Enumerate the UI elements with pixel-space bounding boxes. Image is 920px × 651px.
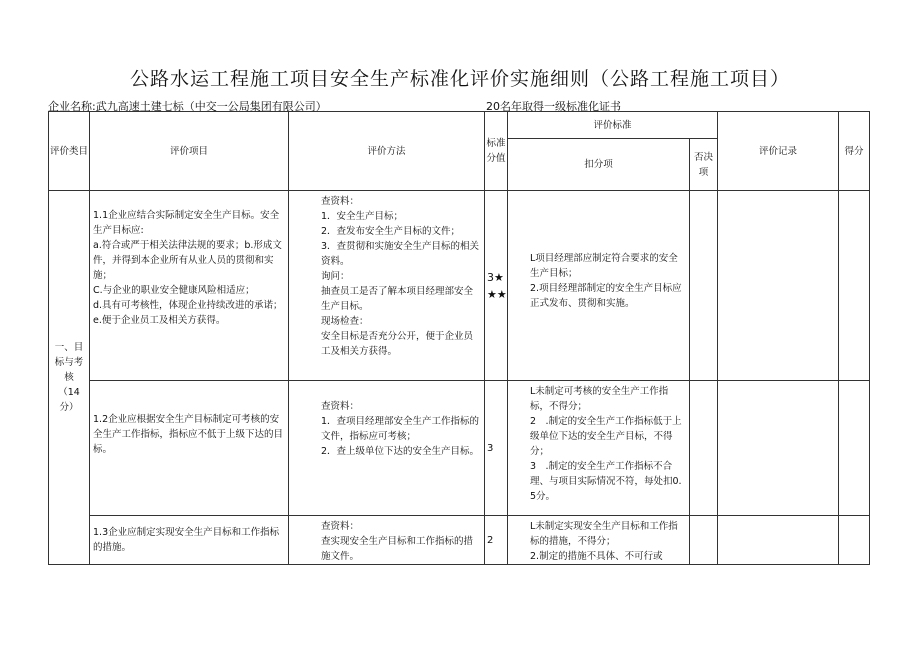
category-cell: 一、目 标与考 核 （14 分） bbox=[49, 191, 90, 565]
evaluation-table bbox=[48, 111, 870, 565]
score-cell bbox=[839, 516, 870, 565]
std-score-cell: 2 bbox=[485, 516, 508, 565]
table-row bbox=[49, 516, 870, 565]
item-cell: 1.3企业应制定实现安全生产目标和工作指标的措施。 bbox=[90, 516, 289, 565]
method-cell: 查资料： 1．安全生产目标； 2．查发布安全生产目标的文件； 3．查贯彻和实施安全生产目标的相关资料。 询问： 抽查员工是否了解本项目经理部安全生产目标。 现场检查： 安全目标是否充分公开，便于企业员工及相关方获得。 bbox=[289, 191, 485, 381]
header-category: 评价类目 bbox=[49, 112, 90, 191]
method-cell: 查资料： 1．查项目经理部安全生产工作指标的文件，指标应可考核； 2．查上级单位下达的安全生产目标。 bbox=[289, 381, 485, 516]
veto-cell bbox=[690, 381, 718, 516]
header-record: 评价记录 bbox=[718, 112, 839, 191]
record-cell bbox=[718, 381, 839, 516]
std-score-cell: 3 bbox=[485, 381, 508, 516]
deduction-cell: L项目经理部应制定符合要求的安全生产目标； 2.项目经理部制定的安全生产目标应正式发布、贯彻和实施。 bbox=[508, 191, 690, 381]
header-row-1 bbox=[49, 112, 870, 139]
std-score-cell: 3★ ★★ bbox=[485, 191, 508, 381]
page-title: 公路水运工程施工项目安全生产标准化评价实施细则（公路工程施工项目） bbox=[129, 68, 790, 90]
veto-cell bbox=[690, 516, 718, 565]
header-std-score: 标准分值 bbox=[485, 112, 508, 191]
deduction-cell: L未制定实现安全生产目标和工作指标的措施，不得分； 2.制定的措施不具体、不可行或 bbox=[508, 516, 690, 565]
score-cell bbox=[839, 191, 870, 381]
record-cell bbox=[718, 191, 839, 381]
table-row bbox=[49, 191, 870, 381]
header-method: 评价方法 bbox=[289, 112, 485, 191]
header-criteria: 评价标准 bbox=[508, 112, 718, 139]
deduction-cell: L未制定可考核的安全生产工作指标，不得分； 2 .制定的安全生产工作指标低于上级单位下达的安全生产目标，不得分； 3 .制定的安全生产工作指标不合理、与项目实际情况不符，每处扣0.5分。 bbox=[508, 381, 690, 516]
certificate-text: 20名年取得一级标准化证书 bbox=[486, 100, 621, 113]
company-name: 武九高速土建七标（中交一公局集团有限公司） bbox=[95, 100, 327, 113]
header-veto: 否决项 bbox=[690, 139, 718, 191]
table-row bbox=[49, 381, 870, 516]
header-score: 得分 bbox=[839, 112, 870, 191]
header-deduction: 扣分项 bbox=[508, 139, 690, 191]
item-cell: 1.1企业应结合实际制定安全生产目标。安全生产目标应: a.符合或严于相关法律法规的要求；b.形成文件，并得到本企业所有从业人员的贯彻和实施； C.与企业的职业安全健康风险相适应； d.具有可考核性，体现企业持续改进的承诺； e.便于企业员工及相关方获得。 bbox=[90, 191, 289, 381]
method-cell: 查资料： 查实现安全生产目标和工作指标的措施文件。 bbox=[289, 516, 485, 565]
company-label: 企业名称: bbox=[48, 100, 96, 113]
item-cell: 1.2企业应根据安全生产目标制定可考核的安全生产工作指标，指标应不低于上级下达的目标。 bbox=[90, 381, 289, 516]
score-cell bbox=[839, 381, 870, 516]
header-item: 评价项目 bbox=[90, 112, 289, 191]
veto-cell bbox=[690, 191, 718, 381]
record-cell bbox=[718, 516, 839, 565]
